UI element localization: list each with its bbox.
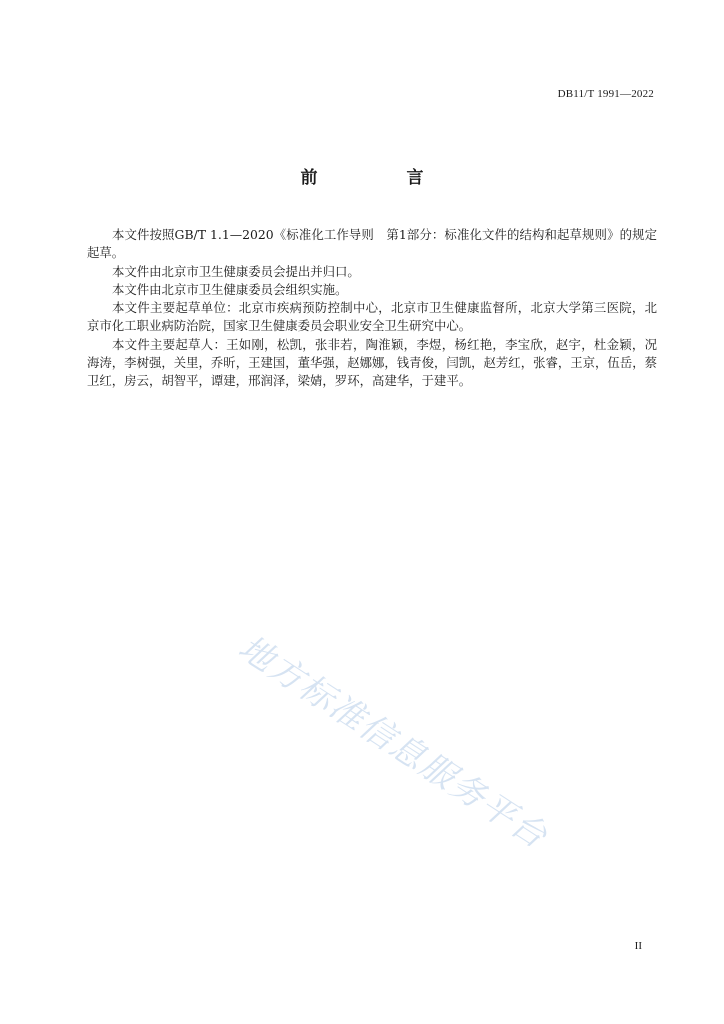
foreword-body [87,226,657,391]
page-title: 前 言 [300,168,460,188]
paragraph-proposer: 本文件由北京市卫生健康委员会提出并归口。 [112,263,360,279]
paragraph-drafters: 本文件主要起草人：王如刚，松凯，张非若，陶淮颖，李煜，杨红艳，李宝欣，赵宇，杜金颖，况海涛，李树强，关里，乔昕，王建国，董华强，赵娜娜，钱青俊，闫凯，赵芳红，张睿，王京，伍岳，蔡卫红，房云，胡智平，谭建，邢润泽，梁婧，罗环，高建华，于建平。 [87,336,657,389]
page-number: II [634,940,642,952]
paragraph-drafting-rules: 本文件按照GB/T 1.1—2020《标准化工作导则 第1部分：标准化文件的结构和起草规则》的规定起草。 [87,227,657,261]
paragraph-drafting-units: 本文件主要起草单位：北京市疾病预防控制中心，北京市卫生健康监督所，北京大学第三医院，北京市化工职业病防治院，国家卫生健康委员会职业安全卫生研究中心。 [87,300,657,334]
paragraph-implementer: 本文件由北京市卫生健康委员会组织实施。 [112,281,348,297]
watermark: 地方标准信息服务平台 [231,627,555,858]
standard-code: DB11/T 1991—2022 [557,88,654,100]
